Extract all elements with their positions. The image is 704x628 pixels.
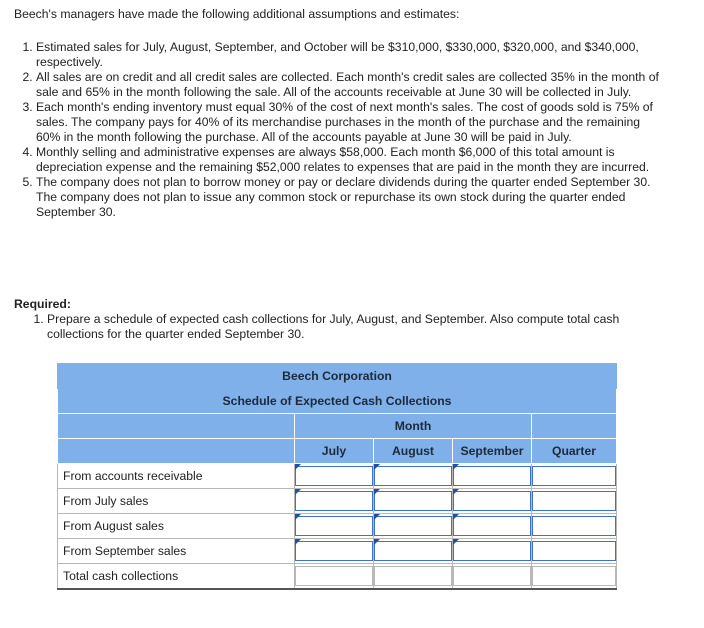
total-august-input[interactable] <box>374 566 452 586</box>
row-label: From July sales <box>58 489 295 514</box>
assumption-item: 1. Estimated sales for July, August, September, and October will be $310,000, $330,000, $320,000, and $340,000, respectively. <box>36 40 660 70</box>
table-row <box>58 489 617 514</box>
total-september-input[interactable] <box>453 566 531 586</box>
row-label: From September sales <box>58 539 295 564</box>
row-label: From August sales <box>58 514 295 539</box>
assumption-item: 5. The company does not plan to borrow money or pay or declare dividends during the quarter ended September 30. The company does not plan to issue any common stock or repurchase its own stock during the quarter ended September 30. <box>36 175 660 220</box>
input-marker-icon <box>374 514 380 520</box>
september-sales-quarter-input[interactable] <box>532 541 616 561</box>
august-sales-july-input[interactable] <box>295 516 373 536</box>
table-row <box>58 514 617 539</box>
july-sales-september-input[interactable] <box>453 491 531 511</box>
intro-text: Beech's managers have made the following additional assumptions and estimates: <box>14 7 460 21</box>
input-marker-icon <box>453 464 459 470</box>
input-marker-icon <box>453 514 459 520</box>
assumption-item: 3. Each month's ending inventory must equal 30% of the cost of next month's sales. The cost of goods sold is 75% of sales. The company pays for 40% of its merchandise purchases in the month of the purchase and the remaining 60% in the month following the purchase. All of the accounts payable at June 30 will be paid in July. <box>36 100 660 145</box>
assumption-item: 2. All sales are on credit and all credit sales are collected. Each month's credit sales are collected 35% in the month of sale and 65% in the month following the sale. All of the accounts receivable at June 30 will be collected in July. <box>36 70 660 100</box>
header-blank <box>532 414 617 439</box>
input-marker-icon <box>453 489 459 495</box>
table-row <box>58 564 617 590</box>
input-marker-icon <box>295 539 301 545</box>
input-marker-icon <box>295 464 301 470</box>
september-sales-august-input[interactable] <box>374 541 452 561</box>
column-header-august: August <box>374 439 453 464</box>
august-sales-august-input[interactable] <box>374 516 452 536</box>
required-list <box>24 312 657 342</box>
month-group-header: Month <box>295 414 532 439</box>
input-marker-icon <box>374 489 380 495</box>
column-header-quarter: Quarter <box>532 439 617 464</box>
required-item: 1. Prepare a schedule of expected cash collections for July, August, and September. Also compute total cash collections for the quarter ended September 30. <box>47 312 657 342</box>
required-heading: Required: <box>14 297 71 311</box>
total-july-input[interactable] <box>295 566 373 586</box>
september-sales-july-input[interactable] <box>295 541 373 561</box>
total-quarter-input[interactable] <box>532 566 616 586</box>
input-marker-icon <box>374 464 380 470</box>
table-row <box>58 464 617 489</box>
august-sales-quarter-input[interactable] <box>532 516 616 536</box>
input-marker-icon <box>295 514 301 520</box>
ar-july-input[interactable] <box>295 466 373 486</box>
assumptions-list <box>14 40 660 220</box>
table-row <box>58 539 617 564</box>
assumption-item: 4. Monthly selling and administrative expenses are always $58,000. Each month $6,000 of this total amount is depreciation expense and the remaining $52,000 relates to expenses that are paid in the month they are incurred. <box>36 145 660 175</box>
row-label: From accounts receivable <box>58 464 295 489</box>
ar-quarter-input[interactable] <box>532 466 616 486</box>
july-sales-august-input[interactable] <box>374 491 452 511</box>
header-blank <box>58 439 295 464</box>
input-marker-icon <box>453 539 459 545</box>
ar-september-input[interactable] <box>453 466 531 486</box>
schedule-title: Schedule of Expected Cash Collections <box>58 389 617 414</box>
column-header-september: September <box>453 439 532 464</box>
cash-collections-schedule <box>57 363 616 590</box>
company-name: Beech Corporation <box>58 364 617 389</box>
input-marker-icon <box>295 489 301 495</box>
ar-august-input[interactable] <box>374 466 452 486</box>
schedule-table <box>57 363 617 590</box>
september-sales-september-input[interactable] <box>453 541 531 561</box>
input-marker-icon <box>374 539 380 545</box>
header-blank <box>58 414 295 439</box>
july-sales-quarter-input[interactable] <box>532 491 616 511</box>
row-label: Total cash collections <box>58 564 295 590</box>
august-sales-september-input[interactable] <box>453 516 531 536</box>
column-header-july: July <box>295 439 374 464</box>
july-sales-july-input[interactable] <box>295 491 373 511</box>
